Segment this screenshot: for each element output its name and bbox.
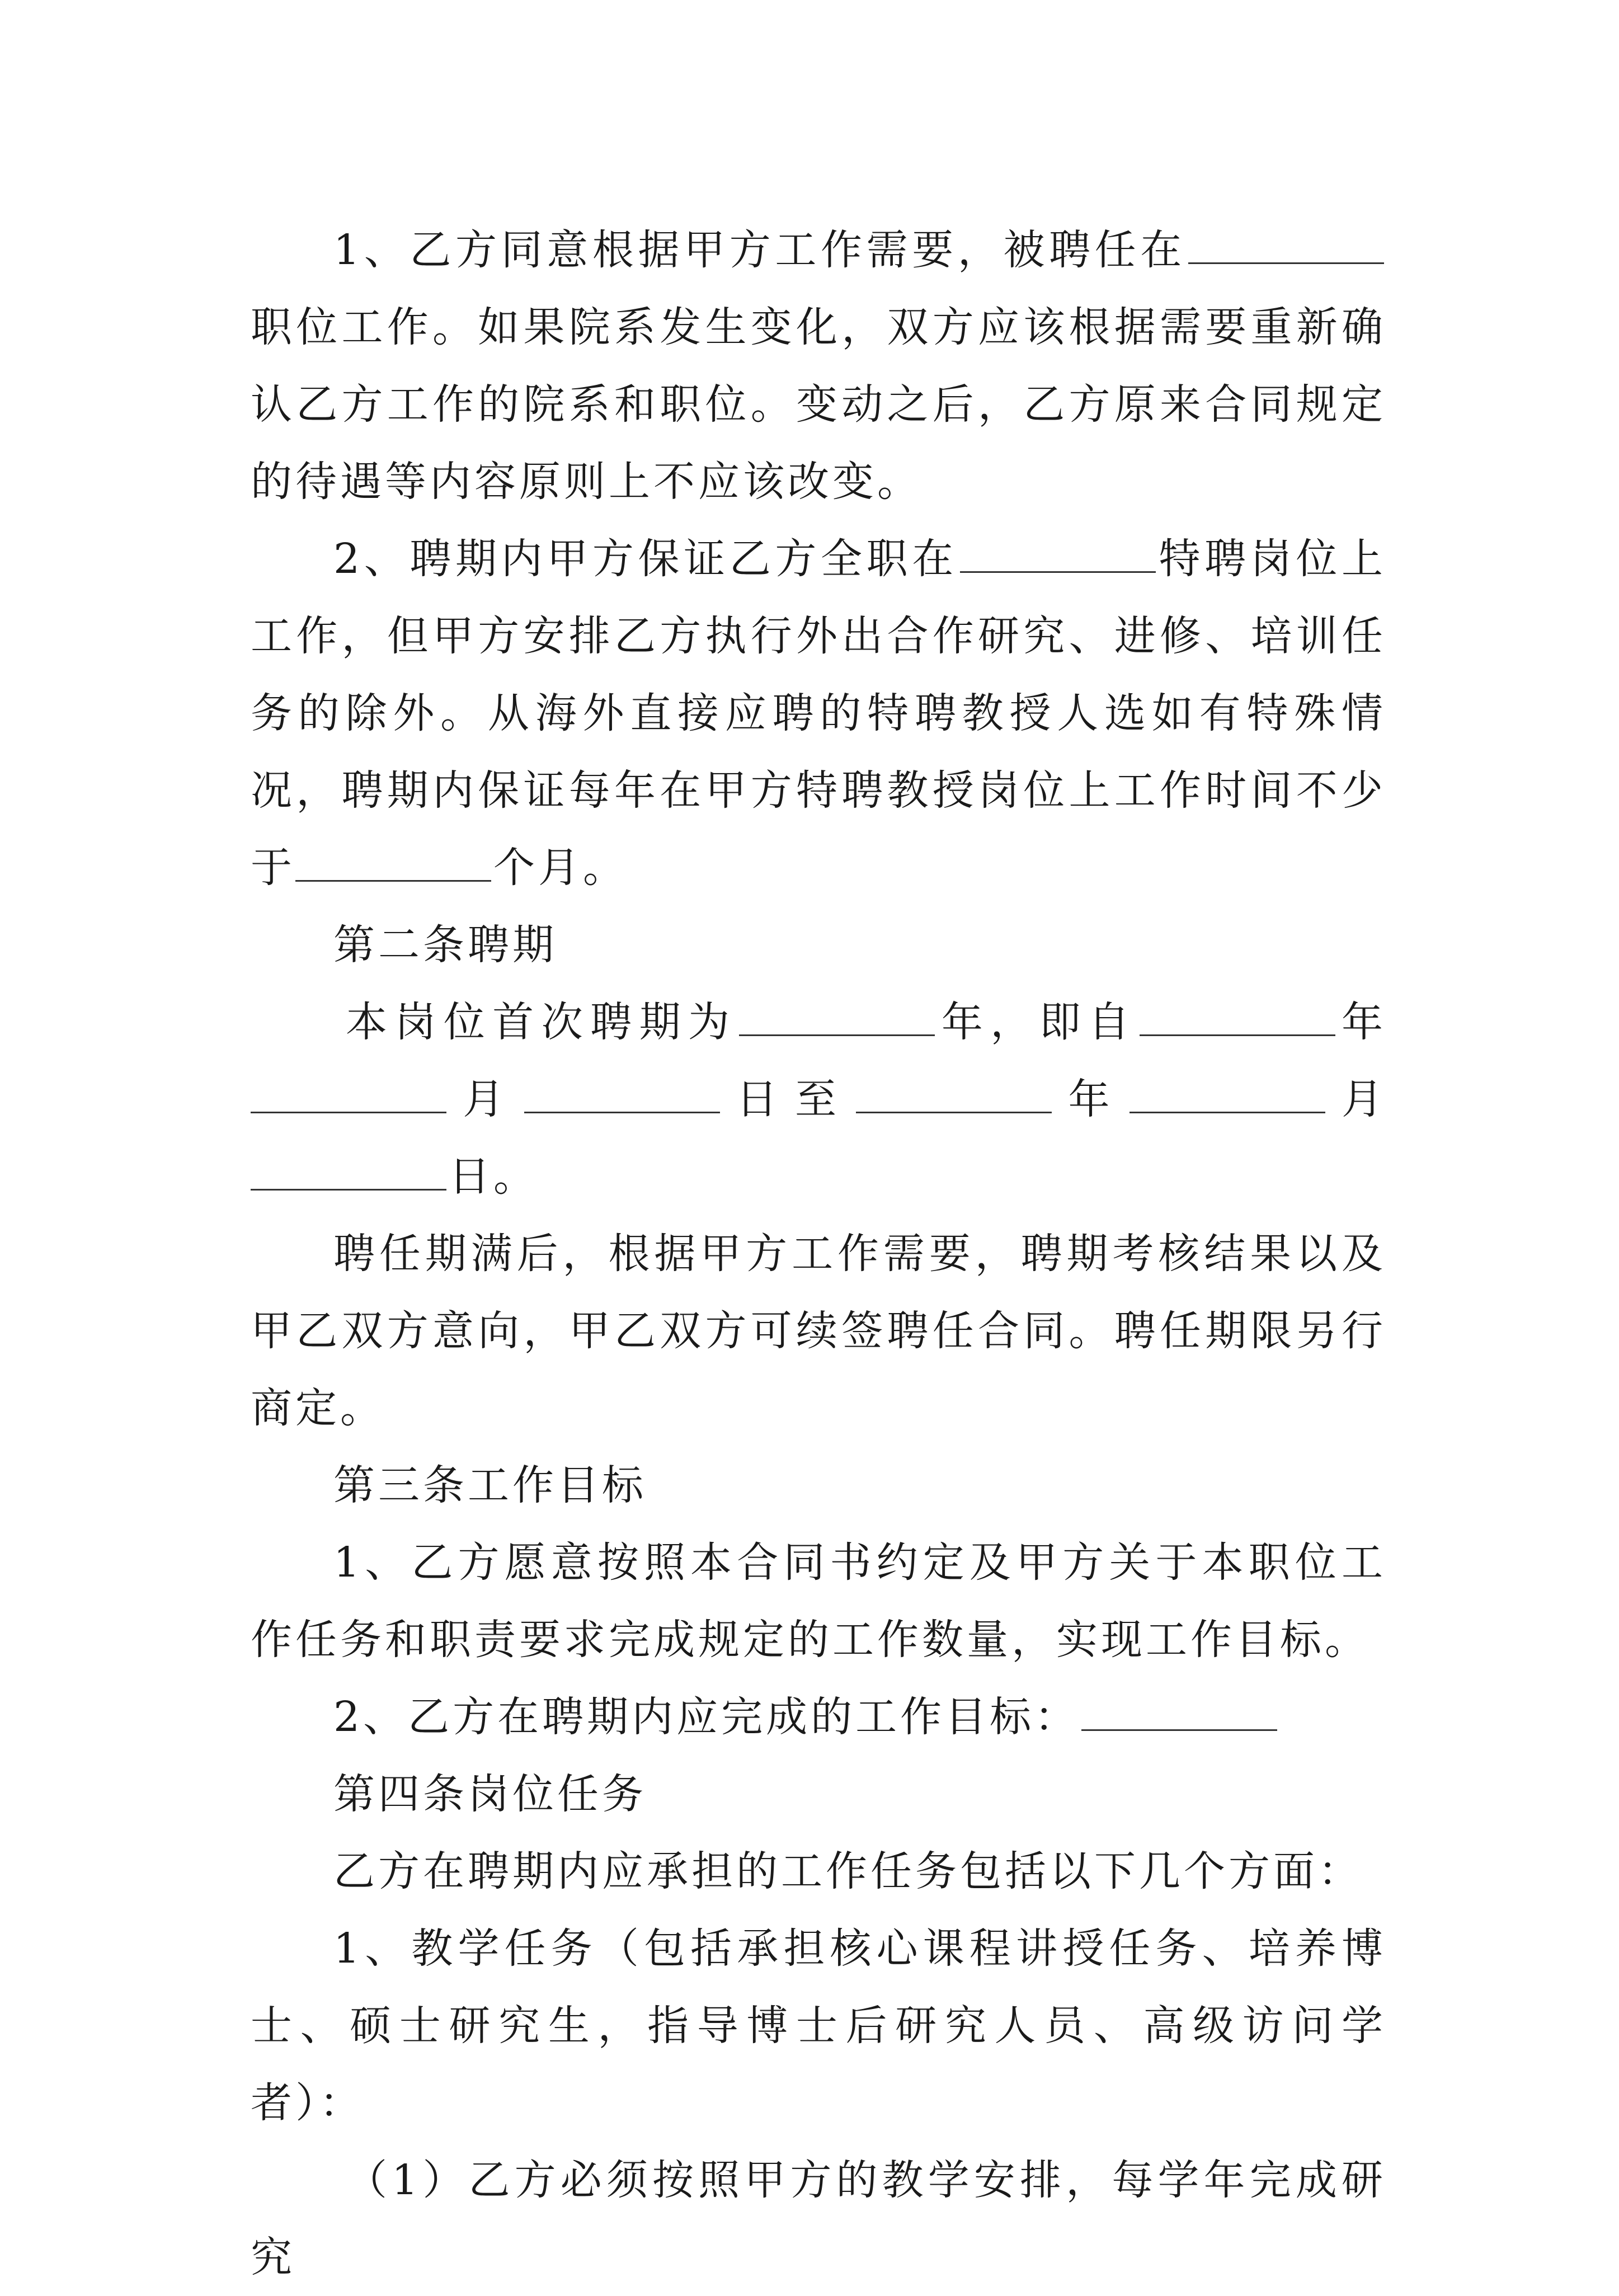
- clause4-intro: 乙方在聘期内应承担的工作任务包括以下几个方面：: [333, 1847, 1363, 1895]
- clause2-renewal: 聘任期满后，根据甲方工作需要，聘期考核结果以及甲乙双方意向，甲乙双方可续签聘任合同。聘任期限另行商定。: [251, 1230, 1386, 1432]
- clause3-item2: 2、乙方在聘期内应完成的工作目标：: [251, 1678, 1386, 1756]
- term-line-1: 本岗位首次聘期为 年，即自 年: [251, 984, 1386, 1061]
- blank-end-day: [251, 1150, 446, 1191]
- blank-end-month: [1129, 1072, 1325, 1113]
- term-line-2: 月 日至 年 月: [251, 1061, 1386, 1138]
- clause1-item1: 1、乙方同意根据甲方工作需要，被聘任在职位工作。如果院系发生变化，双方应该根据需要重新确认乙方工作的院系和职位。变动之后，乙方原来合同规定的待遇等内容原则上不应该改变。: [251, 211, 1386, 520]
- blank-end-year: [856, 1072, 1052, 1113]
- blank-months: [295, 841, 491, 882]
- clause4-heading: 第四条岗位任务: [333, 1770, 647, 1818]
- term-line-3: 日。: [251, 1138, 1386, 1215]
- clause4-sub1: （1）乙方必须按照甲方的教学安排，每学年完成研究: [251, 2156, 1386, 2281]
- blank-post: [960, 532, 1156, 573]
- clause3-item1: 1、乙方愿意按照本合同书约定及甲方关于本职位工作任务和职责要求完成规定的工作数量，实现工作目标。: [251, 1538, 1386, 1664]
- blank-work-goal: [1081, 1690, 1277, 1731]
- clause1-item2: 2、聘期内甲方保证乙方全职在 特聘岗位上工作，但甲方安排乙方执行外出合作研究、进修、培训任务的除外。从海外直接应聘的特聘教授人选如有特殊情况，聘期内保证每年在甲方特聘教授岗位上工作时间不少于 个月。: [251, 520, 1386, 906]
- blank-start-day: [524, 1072, 720, 1113]
- blank-start-month: [251, 1072, 446, 1113]
- clause2-heading: 第二条聘期: [333, 921, 557, 969]
- document-body: [251, 211, 1386, 2296]
- blank-start-year: [1140, 995, 1335, 1036]
- clause3-heading: 第三条工作目标: [333, 1461, 647, 1509]
- blank-position: [1188, 223, 1384, 264]
- clause4-item1: 1、教学任务（包括承担核心课程讲授任务、培养博士、硕士研究生，指导博士后研究人员、高级访问学者）：: [251, 1925, 1386, 2127]
- blank-years: [739, 995, 935, 1036]
- clause2-term: [251, 984, 1386, 1215]
